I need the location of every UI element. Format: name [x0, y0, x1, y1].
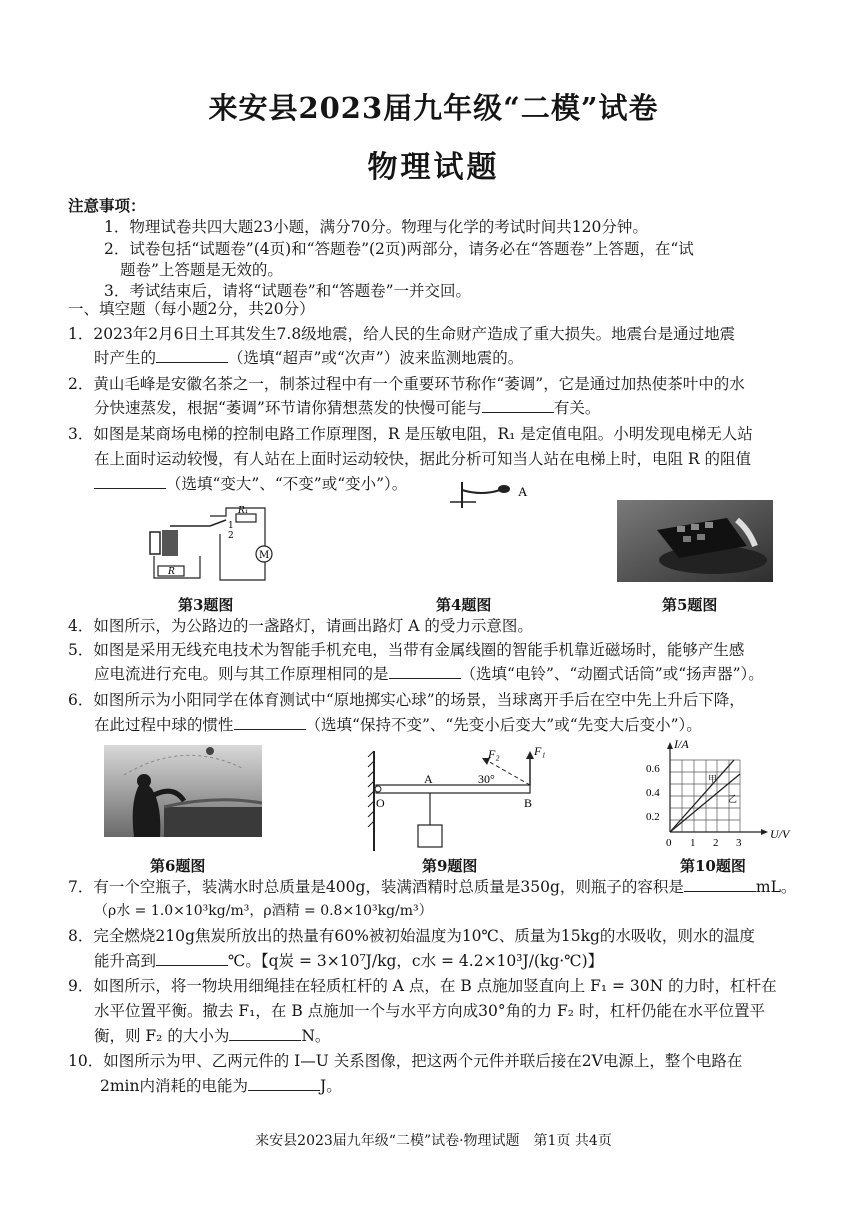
q9-text-b: N。 — [301, 1027, 331, 1045]
q3-answer-blank[interactable] — [94, 474, 166, 489]
fig10-label-jia: 甲 — [708, 775, 718, 785]
ball-icon — [206, 747, 214, 755]
q9-answer-blank[interactable] — [229, 1026, 301, 1041]
fig9-label-a: A — [424, 772, 433, 786]
q9-line1: 9．如图所示，将一物块用细绳挂在轻质杠杆的 A 点，在 B 点施加竖直向上 F₁ = 30N 的力时，杠杆在 — [68, 977, 777, 995]
q5-text-b: （选填“电铃”、“动圈式话筒”或“扬声器”）。 — [460, 665, 764, 683]
q5-line2 — [94, 664, 764, 684]
fig10-xtick-1: 1 — [690, 837, 696, 849]
q10-text-a: 2min内消耗的电能为 — [100, 1077, 248, 1095]
fig3-label-1: 1 — [228, 521, 234, 531]
q8-answer-blank[interactable] — [156, 951, 228, 966]
fig9-label-o: O — [376, 796, 385, 810]
q6-text-a: 在此过程中球的惯性 — [94, 716, 234, 734]
electromagnet-coil-icon — [162, 530, 178, 556]
fig3-label-r: R — [168, 567, 175, 577]
figure-5-wireless-charging-photo — [617, 500, 773, 582]
q6-line1: 6．如图所示为小阳同学在体育测试中“原地掷实心球”的场景，当球离开手后在空中先上升后下降， — [68, 691, 745, 709]
q2-line2 — [94, 398, 600, 418]
q5-answer-blank[interactable] — [389, 664, 461, 679]
q3-line3 — [94, 474, 407, 494]
fig3-label-r1: R₁ — [238, 506, 249, 516]
q9-text-a: 衡，则 F₂ 的大小为 — [94, 1027, 230, 1045]
q2-answer-blank[interactable] — [482, 398, 554, 413]
caption-fig6: 第6题图 — [150, 857, 206, 875]
fig10-ytick-06: 0.6 — [646, 763, 660, 775]
fig10-xtick-0: 0 — [666, 837, 672, 849]
q9-line3 — [94, 1026, 330, 1046]
fig10-xtick-2: 2 — [713, 837, 719, 849]
caption-fig9: 第9题图 — [422, 857, 478, 875]
caption-fig4: 第4题图 — [436, 596, 492, 614]
q7-line1 — [68, 877, 796, 897]
fig3-label-m: M — [259, 550, 270, 561]
q8-text-b: ℃。【q炭 = 3×10⁷J/kg，c水 = 4.2×10³J/(kg·℃)】 — [228, 952, 604, 970]
caption-fig3: 第3题图 — [178, 596, 234, 614]
note-3: 3．考试结束后，请将“试题卷”和“答题卷”一并交回。 — [104, 282, 472, 300]
q7-line2: （ρ水 = 1.0×10³kg/m³，ρ酒精 = 0.8×10³kg/m³） — [94, 903, 433, 919]
caption-fig5: 第5题图 — [662, 596, 718, 614]
section-heading: 一、填空题（每小题2分，共20分） — [68, 300, 315, 318]
q6-line2 — [94, 715, 702, 735]
q10-text-b: J。 — [320, 1077, 342, 1095]
fig9-label-f2: F₂ — [488, 747, 500, 761]
q6-answer-blank[interactable] — [234, 715, 306, 730]
q10-answer-blank[interactable] — [248, 1076, 320, 1091]
fig10-ytick-02: 0.2 — [646, 811, 660, 823]
fig10-xtick-3: 3 — [736, 837, 742, 849]
q7-answer-blank[interactable] — [684, 877, 756, 892]
q2-text-b: 有关。 — [553, 399, 601, 417]
q6-text-b: （选填“保持不变”、“先变小后变大”或“先变大后变小”）。 — [305, 716, 702, 734]
fig10-ylabel: I/A — [674, 740, 689, 751]
q8-text-a: 能升高到 — [94, 952, 157, 970]
q1-text-a: 时产生的 — [94, 349, 157, 367]
fig10-label-yi: 乙 — [728, 795, 738, 805]
exam-title: 来安县2023届九年级“二模”试卷 — [208, 91, 659, 125]
q1-line1: 1．2023年2月6日土耳其发生7.8级地震，给人民的生命财产造成了重大损失。地震台是通过地震 — [68, 325, 736, 343]
note-2b: 题卷”上答题是无效的。 — [120, 261, 283, 279]
q3-line2: 在上面时运动较慢，有人站在上面时运动较快，据此分析可知当人站在电梯上时，电阻 R 的阻值 — [94, 450, 752, 468]
fig9-label-f1: F₁ — [534, 745, 546, 758]
q2-line1: 2．黄山毛峰是安徽名茶之一，制茶过程中有一个重要环节称作“萎调”，它是通过加热使茶叶中的水 — [68, 375, 745, 393]
q9-line2: 水平位置平衡。撤去 F₁，在 B 点施加一个与水平方向成30°角的力 F₂ 时，杠杆仍能在水平位置平 — [94, 1002, 765, 1020]
figure-4-lamp — [448, 476, 538, 512]
q1-line2 — [94, 348, 523, 368]
fig3-label-2: 2 — [228, 531, 234, 541]
pivot-icon — [375, 786, 381, 792]
caption-fig10: 第10题图 — [680, 857, 746, 875]
q1-text-b: （选填“超声”或“次声”）波来监测地震的。 — [228, 349, 524, 367]
q7-text-a: 7．有一个空瓶子，装满水时总质量是400g，装满酒精时总质量是350g，则瓶子的容积是 — [68, 878, 684, 896]
lamp-head-icon — [498, 485, 510, 493]
fig9-label-angle: 30° — [478, 772, 495, 786]
note-2a: 2．试卷包括“试题卷”(4页)和“答题卷”(2页)两部分，请务必在“答题卷”上答题，在“试 — [104, 240, 694, 258]
notes-heading: 注意事项： — [68, 196, 146, 215]
q4-line: 4．如图所示，为公路边的一盏路灯，请画出路灯 A 的受力示意图。 — [68, 617, 533, 635]
fig10-xlabel: U/V — [770, 827, 790, 841]
q10-line2 — [100, 1076, 342, 1096]
figure-9-lever — [366, 745, 556, 855]
q8-line1: 8．完全燃烧210g焦炭所放出的热量有60%被初始温度为10℃、质量为15kg的水吸收，则水的温度 — [68, 927, 755, 945]
block-icon — [418, 825, 442, 847]
note-1: 1．物理试卷共四大题23小题，满分70分。物理与化学的考试时间共120分钟。 — [104, 218, 648, 236]
fig4-label-a: A — [518, 484, 528, 499]
q2-text-a: 分快速蒸发，根据“萎调”环节请你猜想蒸发的快慢可能与 — [94, 399, 482, 417]
q1-answer-blank[interactable] — [156, 348, 228, 363]
figure-10-iu-graph — [642, 740, 802, 850]
q8-line2 — [94, 951, 603, 971]
page-footer: 来安县2023届九年级“二模”试卷·物理试题 第1页 共4页 — [255, 1133, 612, 1149]
q3-text-b: （选填“变大”、“不变”或“变小”）。 — [166, 475, 408, 493]
exam-subtitle: 物理试题 — [367, 150, 500, 185]
q5-text-a: 应电流进行充电。则与其工作原理相同的是 — [94, 665, 389, 683]
q7-text-b: mL。 — [755, 878, 797, 896]
q3-line1: 3．如图是某商场电梯的控制电路工作原理图，R 是压敏电阻，R₁ 是定值电阻。小明发现电梯无人站 — [68, 425, 753, 443]
figure-6-shotput-photo — [104, 745, 262, 837]
fig10-ytick-04: 0.4 — [646, 787, 660, 799]
lever-bar — [376, 785, 530, 793]
q10-line1: 10．如图所示为甲、乙两元件的 I—U 关系图像，把这两个元件并联后接在2V电源上，整个电路在 — [68, 1052, 743, 1070]
fig9-label-b: B — [524, 796, 533, 810]
q5-line1: 5．如图是采用无线充电技术为智能手机充电，当带有金属线圈的智能手机靠近磁场时，能够产生感 — [68, 641, 745, 659]
figure-3-circuit — [140, 504, 275, 590]
